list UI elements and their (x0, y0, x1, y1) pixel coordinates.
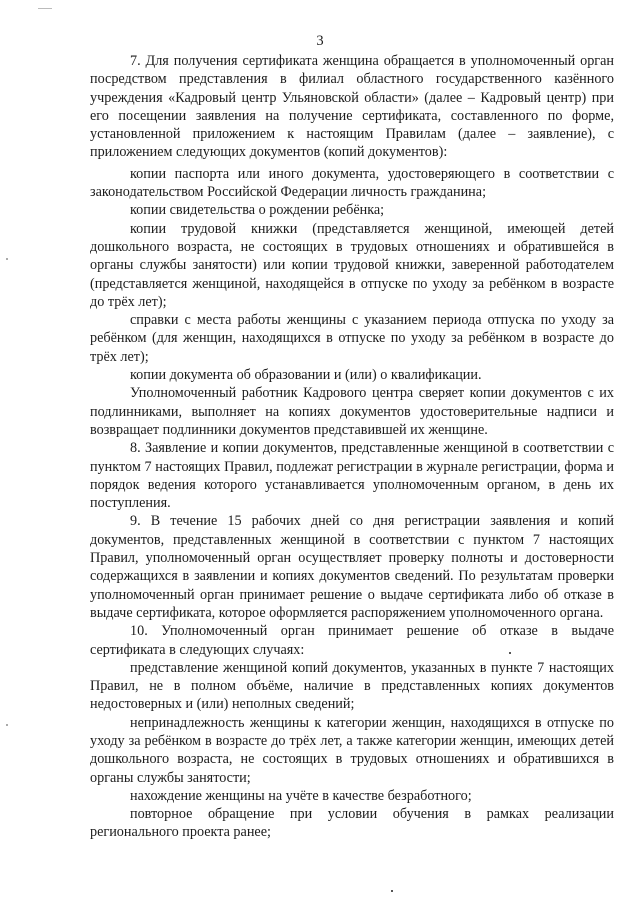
list-item-education-document-copy: копии документа об образовании и (или) о квалификации. (130, 367, 482, 384)
list-item-unemployed-registration: нахождение женщины на учёте в качестве безработного; (130, 787, 472, 804)
paragraph-9: 9. В течение 15 рабочих дней со дня регистрации заявления и копий документов, представленных женщиной в соответствии с пунктом 7 настоящих Правил, уполномоченный орган осуществляет проверку полноты и достоверности содержащихся в заявлении и копиях документов сведений. По результатам проверки уполномоченный орган принимает решение о выдаче сертификата либо об отказе в выдаче сертификата, которое оформляется распоряжением уполномоченного органа. (90, 513, 614, 621)
list-item-repeat-application: повторное обращение при условии обучения в рамках реализации регионального проекта ранее; (90, 806, 614, 841)
scan-speck (6, 724, 8, 726)
scan-speck (38, 8, 52, 9)
paragraph-8: 8. Заявление и копии документов, представленные женщиной в соответствии с пунктом 7 настоящих Правил, подлежат регистрации в журнале регистрации, форма и порядок ведения которого устанавливается уполномоченным органом, в день их поступления. (90, 440, 614, 512)
list-item-work-book-copy: копии трудовой книжки (представляется женщиной, имеющей детей дошкольного возраста, не состоящих в трудовых отношениях и обратившейся в органы службы занятости) или копии трудовой книжки, заверенной работодателем (представляется женщиной, находящейся в отпуске по уходу за ребёнком в возрасте до трёх лет); (90, 220, 614, 310)
paragraph-10: 10. Уполномоченный орган принимает решение об отказе в выдаче сертификата в следующих случаях: (90, 623, 614, 658)
list-item-incomplete-documents: представление женщиной копий документов, указанных в пункте 7 настоящих Правил, не в полном объёме, наличие в представленных копиях документов недостоверных и (или) неполных сведений; (90, 659, 614, 713)
paragraph-7: 7. Для получения сертификата женщина обращается в уполномоченный орган посредством представления в филиал областного государственного казённого учреждения «Кадровый центр Ульяновской области» (далее – Кадровый центр) при его посещении заявления на получение сертификата, составленного по форме, установленной приложением к настоящим Правилам (далее – заявление), с приложением следующих документов (копий документов): (90, 53, 614, 161)
scan-speck (391, 890, 393, 892)
scan-speck (6, 258, 8, 260)
document-body (90, 52, 614, 842)
list-item-category-mismatch: непринадлежность женщины к категории женщин, находящихся в отпуске по уходу за ребёнком в возрасте до трёх лет, а также категории женщин, имеющих детей дошкольного возраста, не состоящих в трудовых отношениях и обратившихся в органы службы занятости; (90, 714, 614, 786)
list-item-passport-copy: копии паспорта или иного документа, удостоверяющего в соответствии с законодательством Российской Федерации личность гражданина; (90, 165, 614, 201)
paragraph-verification: Уполномоченный работник Кадрового центра сверяет копии документов с их подлинниками, выполняет на копиях документов удостоверительные надписи и возвращает подлинники документов представившей их женщине. (90, 385, 614, 438)
page-number: 3 (316, 33, 324, 49)
scan-speck (509, 652, 511, 654)
list-item-employer-certificate: справки с места работы женщины с указанием периода отпуска по уходу за ребёнком (для женщин, находящихся в отпуске по уходу за ребёнком в возрасте до трёх лет); (90, 312, 614, 365)
list-item-birth-certificate-copy: копии свидетельства о рождении ребёнка; (130, 202, 385, 219)
